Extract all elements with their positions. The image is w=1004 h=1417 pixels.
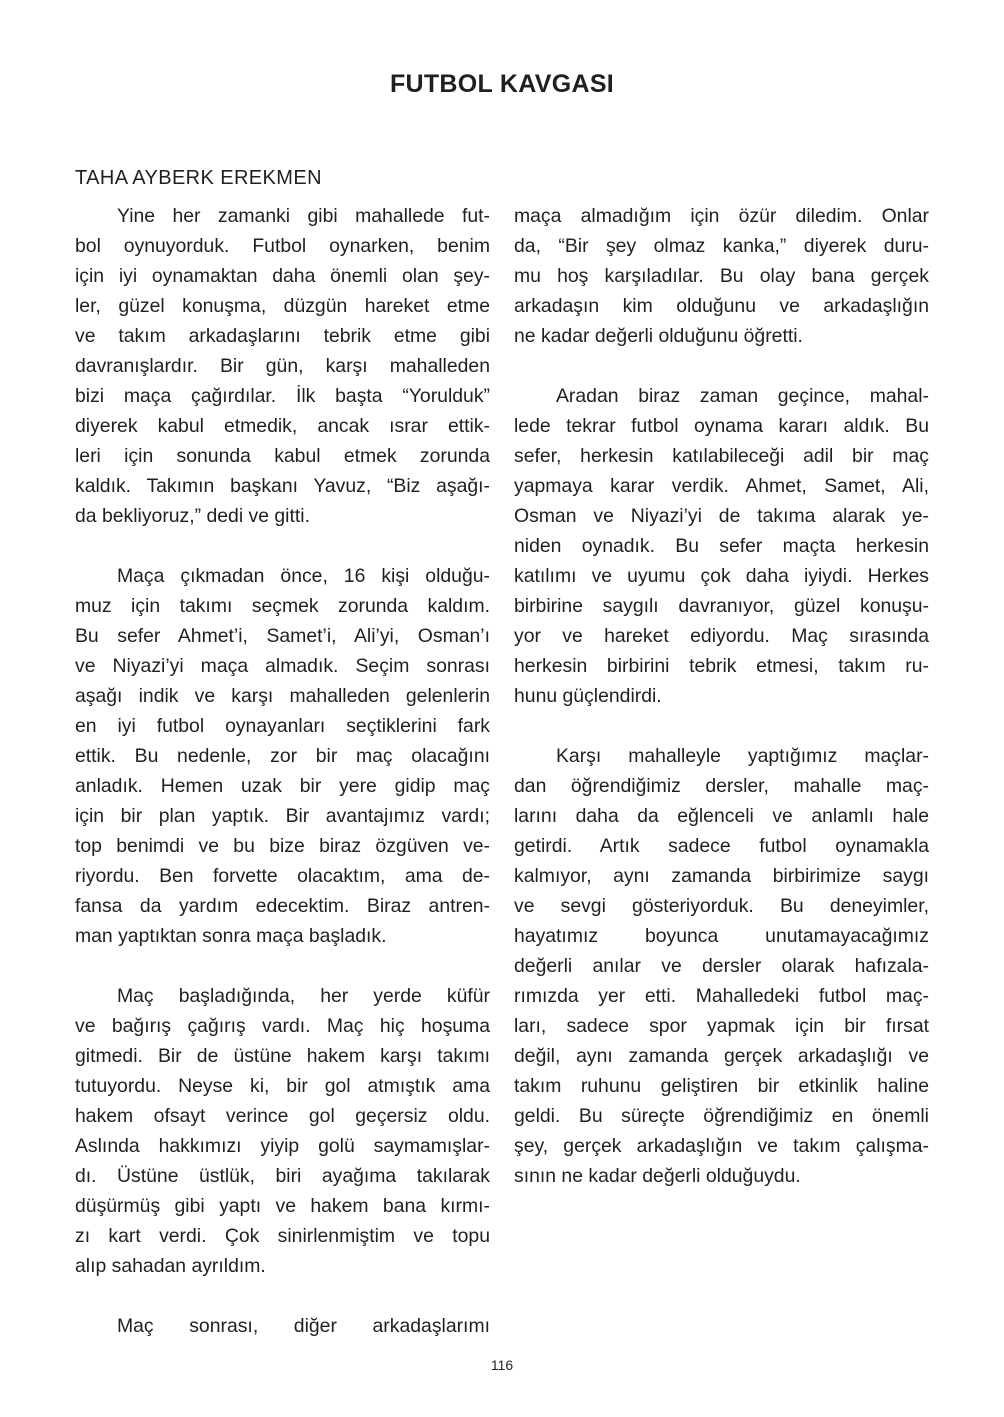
text-line: herkesin birbirini tebrik etmesi, takım ru- <box>514 655 929 677</box>
text-line: ve bağırış çağırış vardı. Maç hiç hoşuma <box>75 1015 490 1037</box>
text-line: kaldık. Takımın başkanı Yavuz, “Biz aşağı- <box>75 475 490 497</box>
page-title: FUTBOL KAVGASI <box>389 70 615 98</box>
text-line: getirdi. Artık sadece futbol oynamakla <box>514 835 929 857</box>
text-line: niden oynadık. Bu sefer maçta herkesin <box>514 535 929 557</box>
text-line: Karşı mahalleyle yaptığımız maçlar- <box>556 745 929 767</box>
text-line: bizi maça çağırdılar. İlk başta “Yorulduk” <box>75 385 490 407</box>
paragraph <box>514 381 929 711</box>
text-line: ve sevgi gösteriyorduk. Bu deneyimler, <box>514 895 929 917</box>
text-line: Maç başladığında, her yerde küfür <box>117 985 490 1007</box>
paragraph <box>75 981 490 1281</box>
text-line: lede tekrar futbol oynama kararı aldık. Bu <box>514 415 929 437</box>
text-line: en iyi futbol oynayanları seçtiklerini fark <box>75 715 490 737</box>
text-line: davranışlardır. Bir gün, karşı mahalleden <box>75 355 490 377</box>
text-line: ve takım arkadaşlarını tebrik etme gibi <box>75 325 490 347</box>
text-line: Aslında hakkımızı yiyip golü saymamışlar- <box>75 1135 490 1157</box>
text-line: man yaptıktan sonra maça başladık. <box>75 925 387 947</box>
text-line: top benimdi ve bu bize biraz özgüven ve- <box>75 835 490 857</box>
text-line: ları, sadece spor yapmak için bir fırsat <box>514 1015 929 1037</box>
text-line: muz için takımı seçmek zorunda kaldım. <box>75 595 490 617</box>
text-line: da, “Bir şey olmaz kanka,” diyerek duru- <box>514 235 929 257</box>
text-line: ne kadar değerli olduğunu öğretti. <box>514 325 803 347</box>
paragraph <box>514 201 929 351</box>
text-line: birbirine saygılı davranıyor, güzel konuşu- <box>514 595 929 617</box>
paragraph <box>514 741 929 1191</box>
paragraph <box>75 201 490 531</box>
text-line: katılımı ve uyumu çok daha iyiydi. Herkes <box>514 565 929 587</box>
text-line: Maç sonrası, diğer arkadaşlarımı <box>117 1315 490 1337</box>
author-name: TAHA AYBERK EREKMEN <box>75 167 322 189</box>
text-line: Aradan biraz zaman geçince, mahal- <box>556 385 929 407</box>
text-line: yor ve hareket ediyordu. Maç sırasında <box>514 625 929 647</box>
text-line: Maça çıkmadan önce, 16 kişi olduğu- <box>117 565 490 587</box>
text-line: tutuyordu. Neyse ki, bir gol atmıştık ama <box>75 1075 490 1097</box>
text-line: için bir plan yaptık. Bir avantajımız vardı; <box>75 805 490 827</box>
text-line: diyerek kabul etmedik, ancak ısrar ettik- <box>75 415 490 437</box>
text-line: dı. Üstüne üstlük, biri ayağıma takılarak <box>75 1165 490 1187</box>
text-line: ler, güzel konuşma, düzgün hareket etme <box>75 295 490 317</box>
text-line: düşürmüş gibi yaptı ve hakem bana kırmı- <box>75 1195 490 1217</box>
text-line: Osman ve Niyazi’yi de takıma alarak ye- <box>514 505 929 527</box>
text-line: Bu sefer Ahmet’i, Samet’i, Ali’yi, Osman’ı <box>75 625 490 647</box>
text-line: geldi. Bu süreçte öğrendiğimiz en önemli <box>514 1105 929 1127</box>
text-line: ettik. Bu nedenle, zor bir maç olacağını <box>75 745 490 767</box>
text-line: hunu güçlendirdi. <box>514 685 662 707</box>
text-line: alıp sahadan ayrıldım. <box>75 1255 266 1277</box>
text-line: leri için sonunda kabul etmek zorunda <box>75 445 490 467</box>
text-line: riyordu. Ben forvette olacaktım, ama de- <box>75 865 490 887</box>
text-line: mu hoş karşıladılar. Bu olay bana gerçek <box>514 265 929 287</box>
text-line: için iyi oynamaktan daha önemli olan şey- <box>75 265 490 287</box>
text-line: zı kart verdi. Çok sinirlenmiştim ve topu <box>75 1225 490 1247</box>
text-line: hakem ofsayt verince gol geçersiz oldu. <box>75 1105 490 1127</box>
text-line: fansa da yardım edecektim. Biraz antren- <box>75 895 490 917</box>
page-number: 116 <box>490 1357 514 1373</box>
right-column <box>514 201 929 1221</box>
text-line: sının ne kadar değerli olduğuydu. <box>514 1165 801 1187</box>
paragraph <box>75 561 490 951</box>
text-line: ve Niyazi’yi maça almadık. Seçim sonrası <box>75 655 490 677</box>
text-line: şey, gerçek arkadaşlığın ve takım çalışma- <box>514 1135 929 1157</box>
text-line: takım ruhunu geliştiren bir etkinlik haline <box>514 1075 929 1097</box>
text-line: arkadaşın kim olduğunu ve arkadaşlığın <box>514 295 929 317</box>
text-line: Yine her zamanki gibi mahallede fut- <box>117 205 490 227</box>
text-line: sefer, herkesin katılabileceği adil bir maç <box>514 445 929 467</box>
text-line: kalmıyor, aynı zamanda birbirimize saygı <box>514 865 929 887</box>
text-line: da bekliyoruz,” dedi ve gitti. <box>75 505 310 527</box>
text-line: değerli anılar ve dersler olarak hafızala- <box>514 955 929 977</box>
text-line: dan öğrendiğimiz dersler, mahalle maç- <box>514 775 929 797</box>
text-line: yapmaya karar verdik. Ahmet, Samet, Ali, <box>514 475 929 497</box>
text-line: değil, aynı zamanda gerçek arkadaşlığı ve <box>514 1045 929 1067</box>
paragraph <box>75 1311 490 1341</box>
text-line: bol oynuyorduk. Futbol oynarken, benim <box>75 235 490 257</box>
text-line: rımızda yer etti. Mahalledeki futbol maç- <box>514 985 929 1007</box>
text-line: hayatımız boyunca unutamayacağımız <box>514 925 929 947</box>
text-line: gitmedi. Bir de üstüne hakem karşı takımı <box>75 1045 490 1067</box>
text-line: maça almadığım için özür diledim. Onlar <box>514 205 929 227</box>
left-column <box>75 201 490 1371</box>
text-line: larını daha da eğlenceli ve anlamlı hale <box>514 805 929 827</box>
text-line: aşağı indik ve karşı mahalleden gelenlerin <box>75 685 490 707</box>
text-line: anladık. Hemen uzak bir yere gidip maç <box>75 775 490 797</box>
